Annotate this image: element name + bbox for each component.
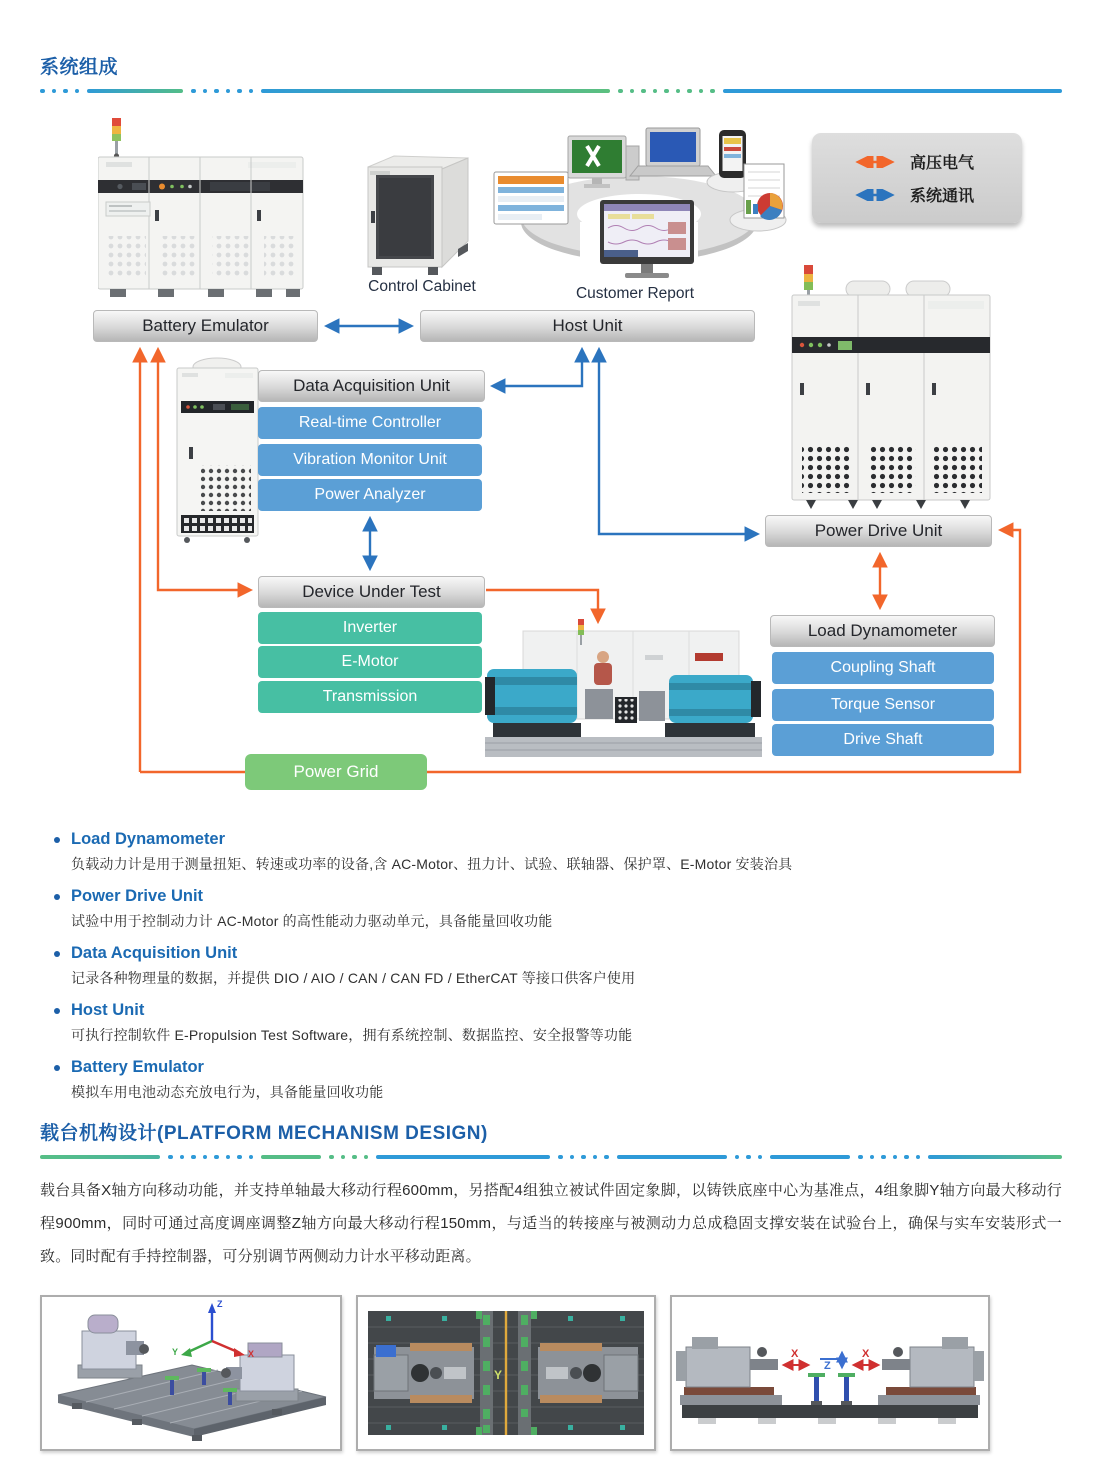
section-title-platform: 载台机构设计(PLATFORM MECHANISM DESIGN): [40, 1123, 488, 1144]
spreadsheet-panel-icon: [494, 172, 568, 224]
list-item: Data Acquisition Unit 记录各种物理量的数据，并提供 DIO / AIO / CAN / CAN FD / EtherCAT 等接口供客户使用: [54, 944, 1062, 988]
box-battery-emulator: Battery Emulator: [93, 310, 318, 342]
svg-text:Y: Y: [172, 1347, 179, 1357]
left-machine: [676, 1337, 782, 1405]
box-device-under-test: Device Under Test: [258, 576, 485, 608]
right-assembly: [538, 1343, 638, 1403]
svg-text:Y: Y: [494, 1368, 503, 1382]
svg-text:X: X: [248, 1349, 255, 1359]
box-e-motor: E-Motor: [258, 646, 482, 678]
platform-views: [40, 1295, 1062, 1451]
box-power-grid: Power Grid: [245, 754, 427, 790]
signal-tower-icon: [112, 118, 121, 159]
jack-stands: [808, 1373, 855, 1405]
section-divider: [40, 88, 1062, 94]
orange-double-arrow-icon: [850, 156, 900, 168]
customer-report-caption: Customer Report: [575, 285, 694, 302]
box-coupling-shaft: Coupling Shaft: [772, 652, 994, 684]
power-drive-unit-photo: [788, 265, 995, 512]
control-cabinet-photo: [362, 145, 480, 277]
customer-report-photo: [488, 124, 790, 288]
svg-text:X: X: [791, 1348, 799, 1360]
axis-triad-icon: [172, 1299, 254, 1359]
top-view-image: [356, 1295, 656, 1451]
box-power-analyzer: Power Analyzer: [258, 479, 482, 511]
system-diagram: [40, 102, 1062, 804]
battery-emulator-photo: [98, 116, 305, 300]
svg-text:Z: Z: [824, 1360, 831, 1372]
box-power-drive-unit: Power Drive Unit: [765, 515, 992, 547]
box-drive-shaft: Drive Shaft: [772, 724, 994, 756]
box-host-unit: Host Unit: [420, 310, 755, 342]
box-inverter: Inverter: [258, 612, 482, 644]
test-bench-photo: [485, 619, 762, 764]
svg-text:Z: Z: [217, 1299, 223, 1309]
box-transmission: Transmission: [258, 681, 482, 713]
component-descriptions: [54, 830, 1062, 1102]
left-assembly: [374, 1343, 474, 1403]
iso-view-image: [40, 1295, 342, 1451]
box-real-time-controller: Real-time Controller: [258, 407, 482, 439]
left-machine: [78, 1315, 149, 1378]
daq-cabinet-photo: [175, 355, 260, 547]
list-item: Power Drive Unit 试验中用于控制动力计 AC-Motor 的高性能动力驱动单元，具备能量回收功能: [54, 887, 1062, 931]
list-item: Load Dynamometer 负载动力计是用于测量扭矩、转速或功率的设备,含 AC-Motor、扭力计、试验、联轴器、保护罩、E-Motor 安装治具: [54, 830, 1062, 874]
legend-box: [812, 133, 1022, 223]
list-item: Host Unit 可执行控制软件 E-Propulsion Test Software，拥有系统控制、数据监控、安全报警等功能: [54, 1001, 1062, 1045]
bullet-icon: [54, 1065, 60, 1071]
right-machine: [878, 1337, 984, 1405]
box-data-acquisition-unit: Data Acquisition Unit: [258, 370, 485, 402]
box-torque-sensor: Torque Sensor: [772, 689, 994, 721]
box-vibration-monitor-unit: Vibration Monitor Unit: [258, 444, 482, 476]
blue-double-arrow-icon: [850, 189, 900, 201]
side-view-image: [670, 1295, 990, 1451]
legend-high-voltage: 高压电气: [850, 150, 1022, 173]
platform-paragraph: 载台具备X轴方向移动功能，并支持单轴最大移动行程600mm，另搭配4组独立被试件固定象脚，以铸铁底座中心为基准点，4组象脚Y轴方向最大移动行程900mm，同时可通过高度调座调整Z轴方向最大移动行程150mm，与适当的转接座与被测动力总成稳固支撑安装在试验台上，确保与实车安装形式一致。同时配有手持控制器，可分别调节两侧动力计水平移动距离。: [40, 1182, 1062, 1265]
section-title-system: 系统组成: [40, 57, 119, 78]
bullet-icon: [54, 1008, 60, 1014]
bullet-icon: [54, 894, 60, 900]
control-cabinet-caption: Control Cabinet: [368, 278, 476, 295]
laptop-icon: [630, 128, 716, 176]
svg-text:X: X: [862, 1348, 870, 1360]
bullet-icon: [54, 837, 60, 843]
legend-communication: 系统通讯: [850, 183, 1022, 206]
left-dyno-motor: [485, 669, 581, 737]
section-divider: [40, 1154, 1062, 1160]
bullet-icon: [54, 951, 60, 957]
right-dyno-motor: [665, 675, 761, 737]
list-item: Battery Emulator 模拟车用电池动态充放电行为，具备能量回收功能: [54, 1058, 1062, 1102]
box-load-dynamometer: Load Dynamometer: [770, 615, 995, 647]
